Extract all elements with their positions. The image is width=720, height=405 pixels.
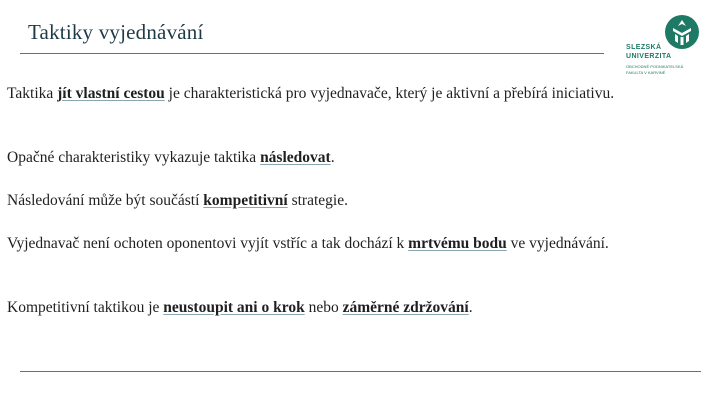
paragraph-5-text: Kompetitivní taktikou je	[7, 299, 164, 316]
logo-name-line-2: UNIVERZITA	[626, 52, 672, 60]
logo-sub-line-1: OBCHODNĚ PODNIKATELSKÁ	[626, 64, 684, 69]
logo-sub-line-2: FAKULTA V KARVINÉ	[626, 69, 666, 75]
paragraph-4-text-end: ve vyjednávání.	[506, 235, 609, 252]
term-kompetitivni: kompetitivní	[203, 192, 288, 209]
term-jit-vlastni-cestou: jít vlastní cestou	[57, 85, 165, 102]
term-zamerne-zdrzovani: záměrné zdržování	[342, 299, 469, 316]
paragraph-4-text: Vyjednavač není ochoten oponentovi vyjít vstříc a tak dochází k	[7, 235, 409, 252]
paragraph-3	[7, 191, 629, 211]
paragraph-2-text-end: .	[330, 149, 335, 166]
title-divider	[20, 53, 604, 54]
logo-faculty-name	[626, 64, 706, 75]
logo-name-line-1: SLEZSKÁ	[626, 44, 662, 51]
paragraph-1-text: Taktika	[7, 85, 58, 102]
paragraph-1-text-end: je charakteristická pro vyjednavače, který je aktivní a přebírá iniciativu.	[164, 85, 615, 102]
footer-divider	[20, 371, 701, 372]
term-neustoupit: neustoupit ani o krok	[163, 299, 305, 316]
paragraph-2	[7, 148, 629, 168]
slide-title: Taktiky vyjednávání	[28, 20, 204, 44]
paragraph-5	[7, 298, 629, 318]
term-mrtvy-bod: mrtvému bodu	[408, 235, 507, 252]
paragraph-4	[7, 234, 629, 254]
term-nasledovat: následovat	[260, 149, 331, 166]
paragraph-3-text: Následování může být součástí	[7, 192, 204, 209]
paragraph-2-text: Opačné charakteristiky vykazuje taktika	[7, 149, 261, 166]
paragraph-3-text-end: strategie.	[287, 192, 348, 209]
paragraph-5-text-mid: nebo	[304, 299, 343, 316]
university-logo	[624, 14, 706, 80]
paragraph-1	[7, 84, 629, 104]
logo-university-name	[626, 44, 671, 61]
paragraph-5-text-end: .	[468, 299, 473, 316]
